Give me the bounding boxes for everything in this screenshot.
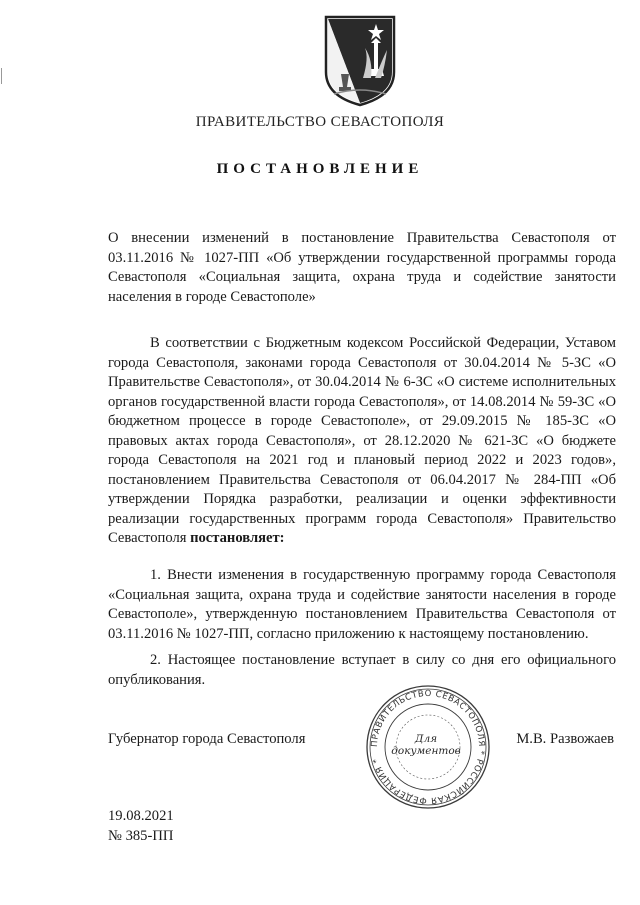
document-number: № 385-ПП <box>108 828 174 844</box>
seal-label-line-1: Для <box>414 733 438 745</box>
sevastopol-emblem-icon <box>323 14 397 108</box>
preamble-paragraph <box>108 334 616 549</box>
resolves-keyword: постановляет: <box>190 530 285 546</box>
resolution-item-2: 2. Настоящее постановление вступает в силу со дня его официального опубликования. <box>108 652 616 688</box>
seal-ring-text: ПРАВИТЕЛЬСТВО СЕВАСТОПОЛЯ * РОССИЙСКАЯ ФЕДЕРАЦИЯ * <box>369 688 487 806</box>
government-title: ПРАВИТЕЛЬСТВО СЕВАСТОПОЛЯ <box>195 114 445 130</box>
document-type-heading: ПОСТАНОВЛЕНИЕ <box>216 161 424 177</box>
signatory-name: М.В. Развожаев <box>516 731 614 747</box>
preamble-text: В соответствии с Бюджетным кодексом Российской Федерации, Уставом города Севастополя, законами города Севастополя от 30.04.2014 № 5-ЗС «О Правительстве Севастополя», от 30.04.2014 № 6-ЗС «О системе исполнительных органов государственной власти города Севастополя», от 14.08.2014 № 59-ЗС «О бюджетном процессе в городе Севастополе», от 29.09.2015 № 185-ЗС «О правовых актах города Севастополя», от 28.12.2020 № 621-ЗС «О бюджете города Севастополя на 2021 год и плановый период 2022 и 2023 годов», постановлением Правительства Севастополя от 06.04.2017 № 284-ПП «Об утверждении Порядка разработки, реализации и оценки эффективности реализации государственных программ города Севастополя» Правительство Севастополя <box>108 335 616 546</box>
document-date: 19.08.2021 <box>108 808 174 824</box>
seal-label-line-2: документов <box>391 745 461 757</box>
margin-mark <box>0 68 3 84</box>
signatory-title: Губернатор города Севастополя <box>108 731 306 747</box>
resolution-item-1: 1. Внести изменения в государственную программу города Севастополя «Социальная защита, охрана труда и содействие занятости населения в городе Севастополе», утвержденную постановлением Правительства Севастополя от 03.11.2016 № 1027-ПП, согласно приложению к настоящему постановлению. <box>108 567 616 642</box>
seal-label <box>382 733 470 757</box>
resolution-subject: О внесении изменений в постановление Правительства Севастополя от 03.11.2016 № 1027-ПП «Об утверждении государственной программы города Севастополя «Социальная защита, охрана труда и содействие занятости населения в городе Севастополе» <box>108 230 616 305</box>
